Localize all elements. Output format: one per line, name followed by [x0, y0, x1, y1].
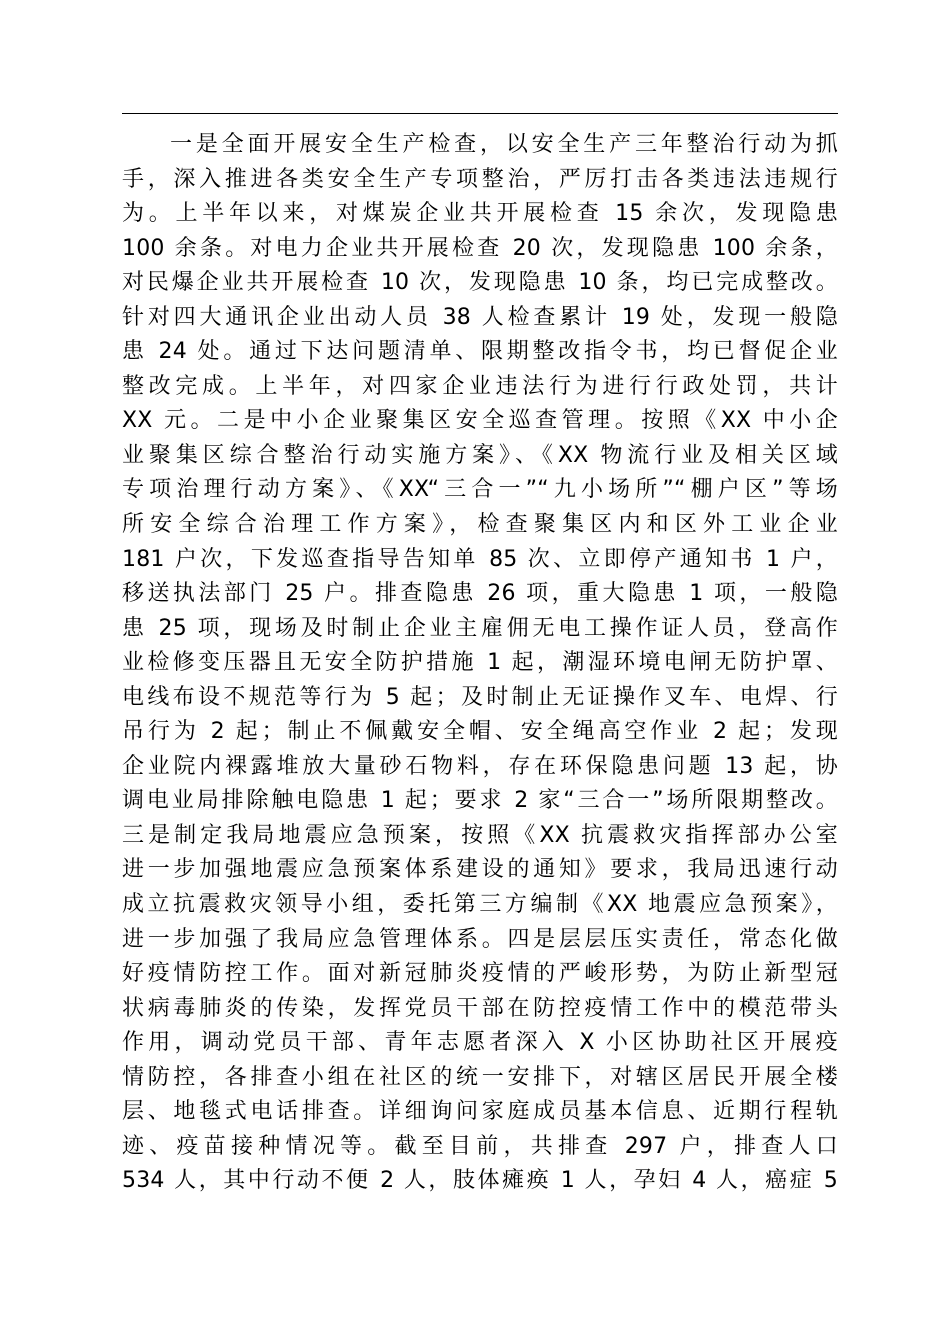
text-line: 业聚集区综合整治行动实施方案》、《XX 物流行业及相关区域	[122, 442, 838, 468]
text-line: 三是制定我局地震应急预案，按照《XX 抗震救灾指挥部办公室	[122, 822, 838, 848]
text-line: 整改完成。上半年，对四家企业违法行为进行行政处罚，共计	[122, 373, 838, 399]
text-line: 作用，调动党员干部、青年志愿者深入 X 小区协助社区开展疫	[122, 1030, 838, 1056]
text-line: 针对四大通讯企业出动人员 38 人检查累计 19 处，发现一般隐	[122, 304, 838, 330]
text-line: 状病毒肺炎的传染，发挥党员干部在防控疫情工作中的模范带头	[122, 995, 838, 1021]
header-rule	[122, 113, 838, 114]
text-line: 对民爆企业共开展检查 10 次，发现隐患 10 条，均已完成整改。	[122, 270, 838, 296]
text-line: 患 24 处。通过下达问题清单、限期整改指令书，均已督促企业	[122, 339, 838, 365]
text-line: 调电业局排除触电隐患 1 起；要求 2 家“三合一”场所限期整改。	[122, 788, 838, 814]
text-line: 一是全面开展安全生产检查，以安全生产三年整治行动为抓	[170, 132, 838, 157]
text-line: 所安全综合治理工作方案》，检查聚集区内和区外工业企业	[122, 512, 838, 538]
text-line: 专项治理行动方案》、《XX“三合一”“九小场所”“棚户区”等场	[122, 477, 838, 503]
text-line: 534 人，其中行动不便 2 人，肢体瘫痪 1 人，孕妇 4 人，癌症 5	[122, 1168, 838, 1194]
body-paragraph	[122, 128, 838, 1199]
text-line: 迹、疫苗接种情况等。截至目前，共排查 297 户，排查人口	[122, 1133, 838, 1159]
text-line: 企业院内裸露堆放大量砂石物料，存在环保隐患问题 13 起，协	[122, 753, 838, 779]
text-line: 100 余条。对电力企业共开展检查 20 次，发现隐患 100 余条，	[122, 235, 838, 261]
text-line: 情防控，各排查小组在社区的统一安排下，对辖区居民开展全楼	[122, 1064, 838, 1090]
text-line: 电线布设不规范等行为 5 起；及时制止无证操作叉车、电焊、行	[122, 684, 838, 710]
text-line: 移送执法部门 25 户。排查隐患 26 项，重大隐患 1 项，一般隐	[122, 581, 838, 607]
text-line: 吊行为 2 起；制止不佩戴安全帽、安全绳高空作业 2 起；发现	[122, 719, 838, 745]
text-line: 成立抗震救灾领导小组，委托第三方编制《XX 地震应急预案》，	[122, 892, 838, 918]
text-line: XX 元。二是中小企业聚集区安全巡查管理。按照《XX 中小企	[122, 408, 838, 434]
text-line: 181 户次，下发巡查指导告知单 85 次、立即停产通知书 1 户，	[122, 546, 838, 572]
text-line: 为。上半年以来，对煤炭企业共开展检查 15 余次，发现隐患	[122, 201, 838, 227]
text-line: 层、地毯式电话排查。详细询问家庭成员基本信息、近期行程轨	[122, 1099, 838, 1125]
text-line: 手，深入推进各类安全生产专项整治，严厉打击各类违法违规行	[122, 166, 838, 192]
text-line: 业检修变压器且无安全防护措施 1 起，潮湿环境电闸无防护罩、	[122, 650, 838, 676]
text-line: 进一步加强地震应急预案体系建设的通知》要求，我局迅速行动	[122, 857, 838, 883]
text-line: 患 25 项，现场及时制止企业主雇佣无电工操作证人员，登高作	[122, 615, 838, 641]
text-line: 好疫情防控工作。面对新冠肺炎疫情的严峻形势，为防止新型冠	[122, 961, 838, 987]
text-line: 进一步加强了我局应急管理体系。四是层层压实责任，常态化做	[122, 926, 838, 952]
